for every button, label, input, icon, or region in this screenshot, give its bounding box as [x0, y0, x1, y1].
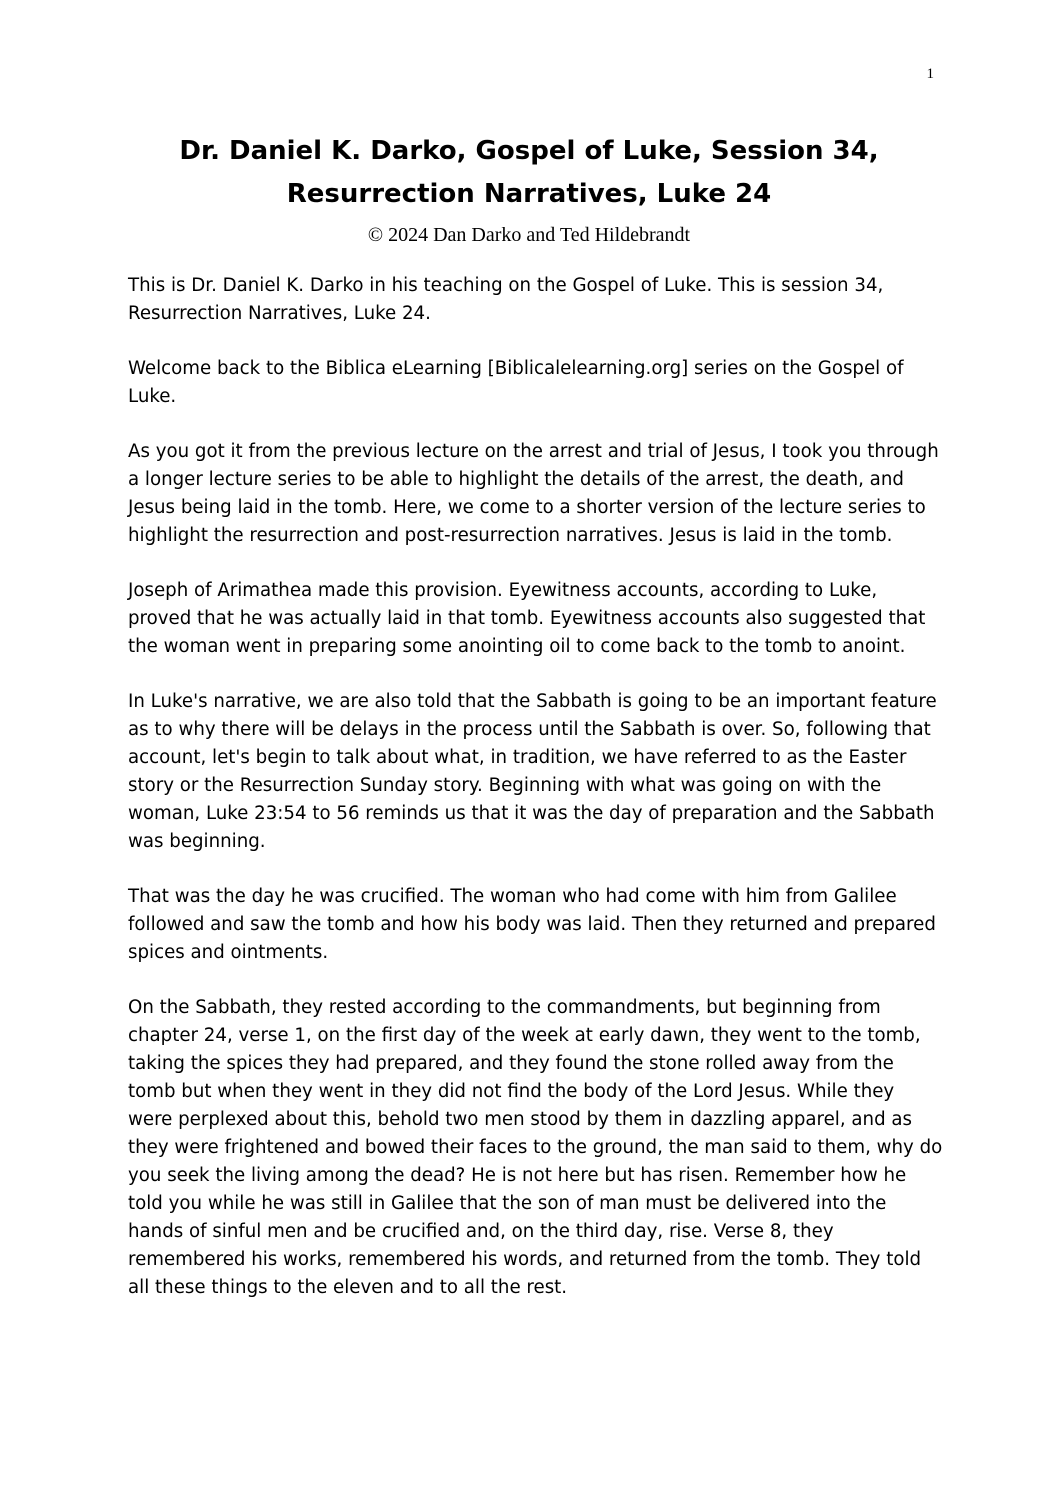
- paragraph-crucified: That was the day he was crucified. The woman who had come with him from Galilee followed and saw the tomb and how his body was laid. Then they returned and prepared spices and ointments.: [128, 886, 936, 963]
- paragraph-intro: This is Dr. Daniel K. Darko in his teaching on the Gospel of Luke. This is session 34, Resurrection Narratives, Luke 24.: [128, 275, 884, 324]
- paragraph-welcome: Welcome back to the Biblica eLearning [Biblicalelearning.org] series on the Gospel of Luke.: [128, 358, 904, 407]
- document-body: [128, 272, 943, 1329]
- page-number: 1: [926, 66, 934, 82]
- title-line-1: Dr. Daniel K. Darko, Gospel of Luke, Session 34,: [179, 136, 879, 166]
- paragraph-joseph: Joseph of Arimathea made this provision. Eyewitness accounts, according to Luke, proved that he was actually laid in that tomb. Eyewitness accounts also suggested that the woman went in preparing some anointing oil to come back to the tomb to anoint.: [128, 580, 926, 657]
- page-title: [100, 130, 958, 216]
- paragraph-previous-lecture: As you got it from the previous lecture on the arrest and trial of Jesus, I took you through a longer lecture series to be able to highlight the details of the arrest, the death, and Jesus being laid in the tomb. Here, we come to a shorter version of the lecture series to highlight the resurrection and post-resurrection narratives. Jesus is laid in the tomb.: [128, 441, 939, 546]
- paragraph-sabbath: In Luke's narrative, we are also told that the Sabbath is going to be an important feature as to why there will be delays in the process until the Sabbath is over. So, following that account, let's begin to talk about what, in tradition, we have referred to as the Easter story or the Resurrection Sunday story. Beginning with what was going on with the woman, Luke 23:54 to 56 reminds us that it was the day of preparation and the Sabbath was beginning.: [128, 691, 937, 852]
- title-line-2: Resurrection Narratives, Luke 24: [286, 179, 772, 209]
- copyright-notice: © 2024 Dan Darko and Ted Hildebrandt: [367, 224, 691, 246]
- paragraph-empty-tomb: On the Sabbath, they rested according to the commandments, but beginning from chapter 24, verse 1, on the first day of the week at early dawn, they went to the tomb, taking the spices they had prepared, and they found the stone rolled away from the tomb but when they went in they did not find the body of the Lord Jesus. While they were perplexed about this, behold two men stood by them in dazzling apparel, and as they were frightened and bowed their faces to the ground, the man said to them, why do you seek the living among the dead? He is not here but has risen. Remember how he told you while he was still in Galilee that the son of man must be delivered into the hands of sinful men and be crucified and, on the third day, rise. Verse 8, they remembered his works, remembered his words, and returned from the tomb. They told all these things to the eleven and to all the rest.: [128, 997, 943, 1298]
